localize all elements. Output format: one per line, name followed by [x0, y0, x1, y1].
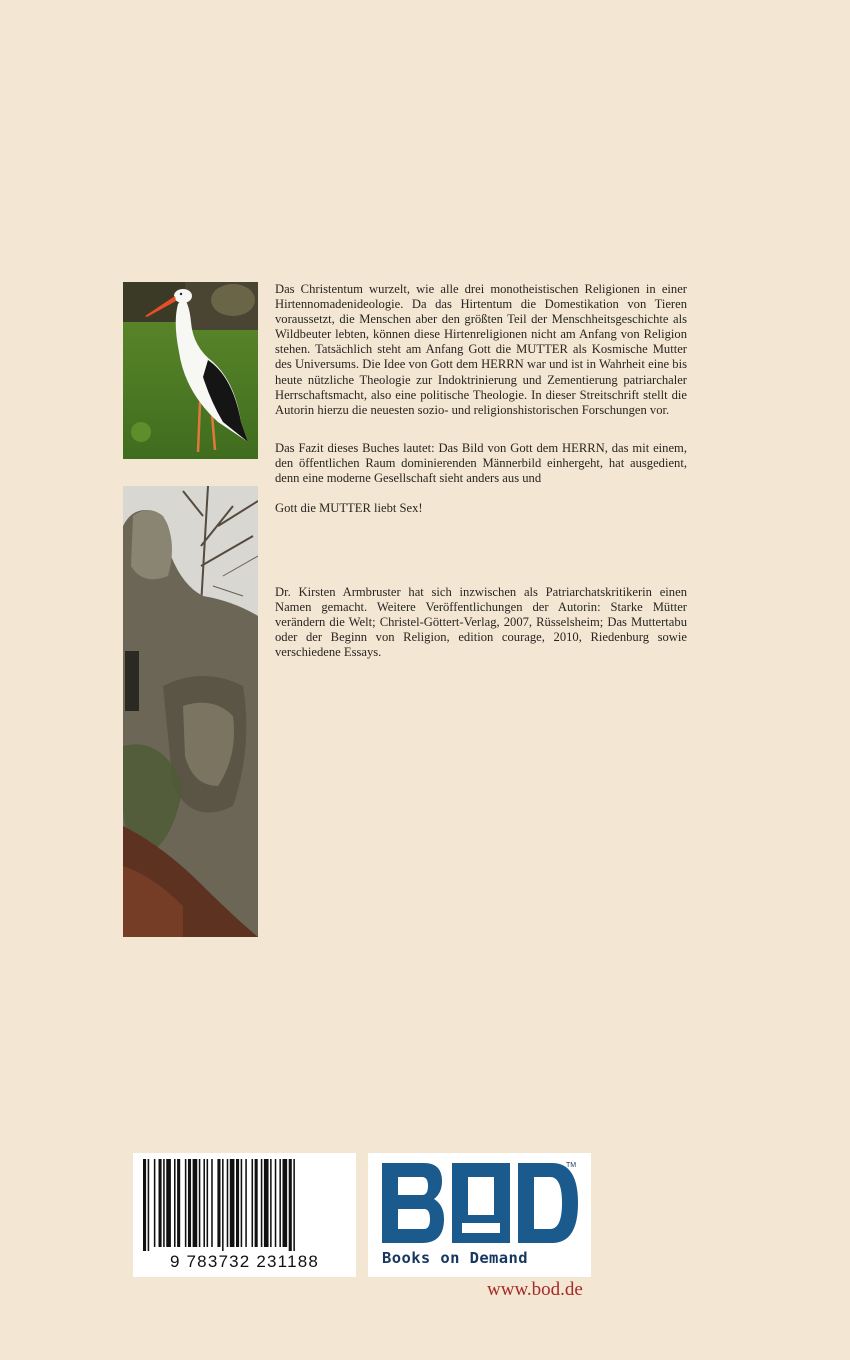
barcode-bar: [283, 1159, 288, 1247]
bod-tagline: Books on Demand: [382, 1249, 528, 1267]
blurb-tagline: [275, 501, 687, 516]
barcode-bar: [264, 1159, 269, 1247]
barcode-bar: [163, 1159, 165, 1247]
barcode-bar: [154, 1159, 156, 1247]
isbn-number: 9 783732 231188: [169, 1252, 320, 1271]
barcode-bar: [207, 1159, 209, 1247]
trademark-mark: TM: [566, 1162, 577, 1169]
barcode-bar: [230, 1159, 235, 1247]
blurb-conclusion-paragraph: [275, 441, 687, 486]
bod-logo: [368, 1153, 591, 1277]
tagline-text: Gott die MUTTER liebt Sex!: [275, 501, 423, 515]
barcode-bar: [270, 1159, 272, 1247]
barcode-bar: [199, 1159, 201, 1247]
barcode-bar: [159, 1159, 162, 1247]
barcode-bars: [141, 1159, 348, 1251]
barcode-bar: [245, 1159, 247, 1247]
barcode-bar: [222, 1159, 224, 1251]
isbn-barcode: [133, 1153, 356, 1277]
blurb-intro-paragraph: [275, 282, 687, 418]
barcode-bar: [166, 1159, 171, 1247]
barcode-bar: [227, 1159, 229, 1247]
barcode-bar: [252, 1159, 254, 1247]
bod-logo-letters: [382, 1163, 578, 1245]
author-bio-paragraph: [275, 585, 687, 660]
stork-photo: [123, 282, 258, 459]
publisher-website-link[interactable]: www.bod.de: [487, 1279, 583, 1300]
barcode-bar: [177, 1159, 180, 1247]
barcode-bar: [185, 1159, 187, 1247]
barcode-bar: [203, 1159, 205, 1247]
barcode-bar: [148, 1159, 150, 1251]
barcode-bar: [279, 1159, 281, 1247]
barcode-bar: [255, 1159, 258, 1247]
author-bio-text: Dr. Kirsten Armbruster hat sich inzwischen als Patriarchatskritikerin einen Namen gemacht. Weitere Veröffentlichungen der Autorin: Starke Mütter verändern die Welt; Christel-Göttert-Verlag, 2007, Rüsselsheim; Das Muttertabu oder der Beginn von Religion, edition courage, 2010, Riedenburg sowie verschiedene Essays.: [275, 585, 687, 660]
barcode-bar: [143, 1159, 146, 1251]
barcode-bar: [188, 1159, 191, 1247]
intro-text: Das Christentum wurzelt, wie alle drei monotheistischen Religionen in einer Hirtennomadenideologie. Da das Hirtentum die Domestikation von Tieren voraussetzt, die Menschen aber den größten Teil der Menschheitsgeschichte als Wildbeuter lebten, können diese Hirtenreligionen nicht am Anfang von Religion stehen. Tatsächlich steht am Anfang Gott die MUTTER als Kosmische Mutter des Universums. Die Idee von Gott dem HERRN war und ist in Wahrheit eine bis heute nützliche Theologie zur Indoktrinierung und Zementierung patriarchaler Herrschaftsmacht, also eine politische Theologie. In dieser Streitschrift stellt die Autorin hierzu die neuesten sozio- und religionshistorischen Forschungen vor.: [275, 282, 687, 417]
barcode-bar: [289, 1159, 292, 1251]
barcode-bar: [217, 1159, 220, 1247]
barcode-bar: [275, 1159, 277, 1247]
barcode-bar: [236, 1159, 239, 1247]
barcode-bar: [261, 1159, 263, 1247]
rock-photo: [123, 486, 258, 937]
barcode-bar: [293, 1159, 295, 1251]
barcode-bar: [193, 1159, 198, 1247]
barcode-bar: [241, 1159, 243, 1247]
conclusion-text: Das Fazit dieses Buches lautet: Das Bild von Gott dem HERRN, das mit einem, den öffentlichen Raum dominierenden Männerbild einhergeht, hat ausgedient, denn eine moderne Gesellschaft sieht anders aus und: [275, 441, 687, 486]
barcode-bar: [211, 1159, 213, 1247]
barcode-bar: [174, 1159, 176, 1247]
